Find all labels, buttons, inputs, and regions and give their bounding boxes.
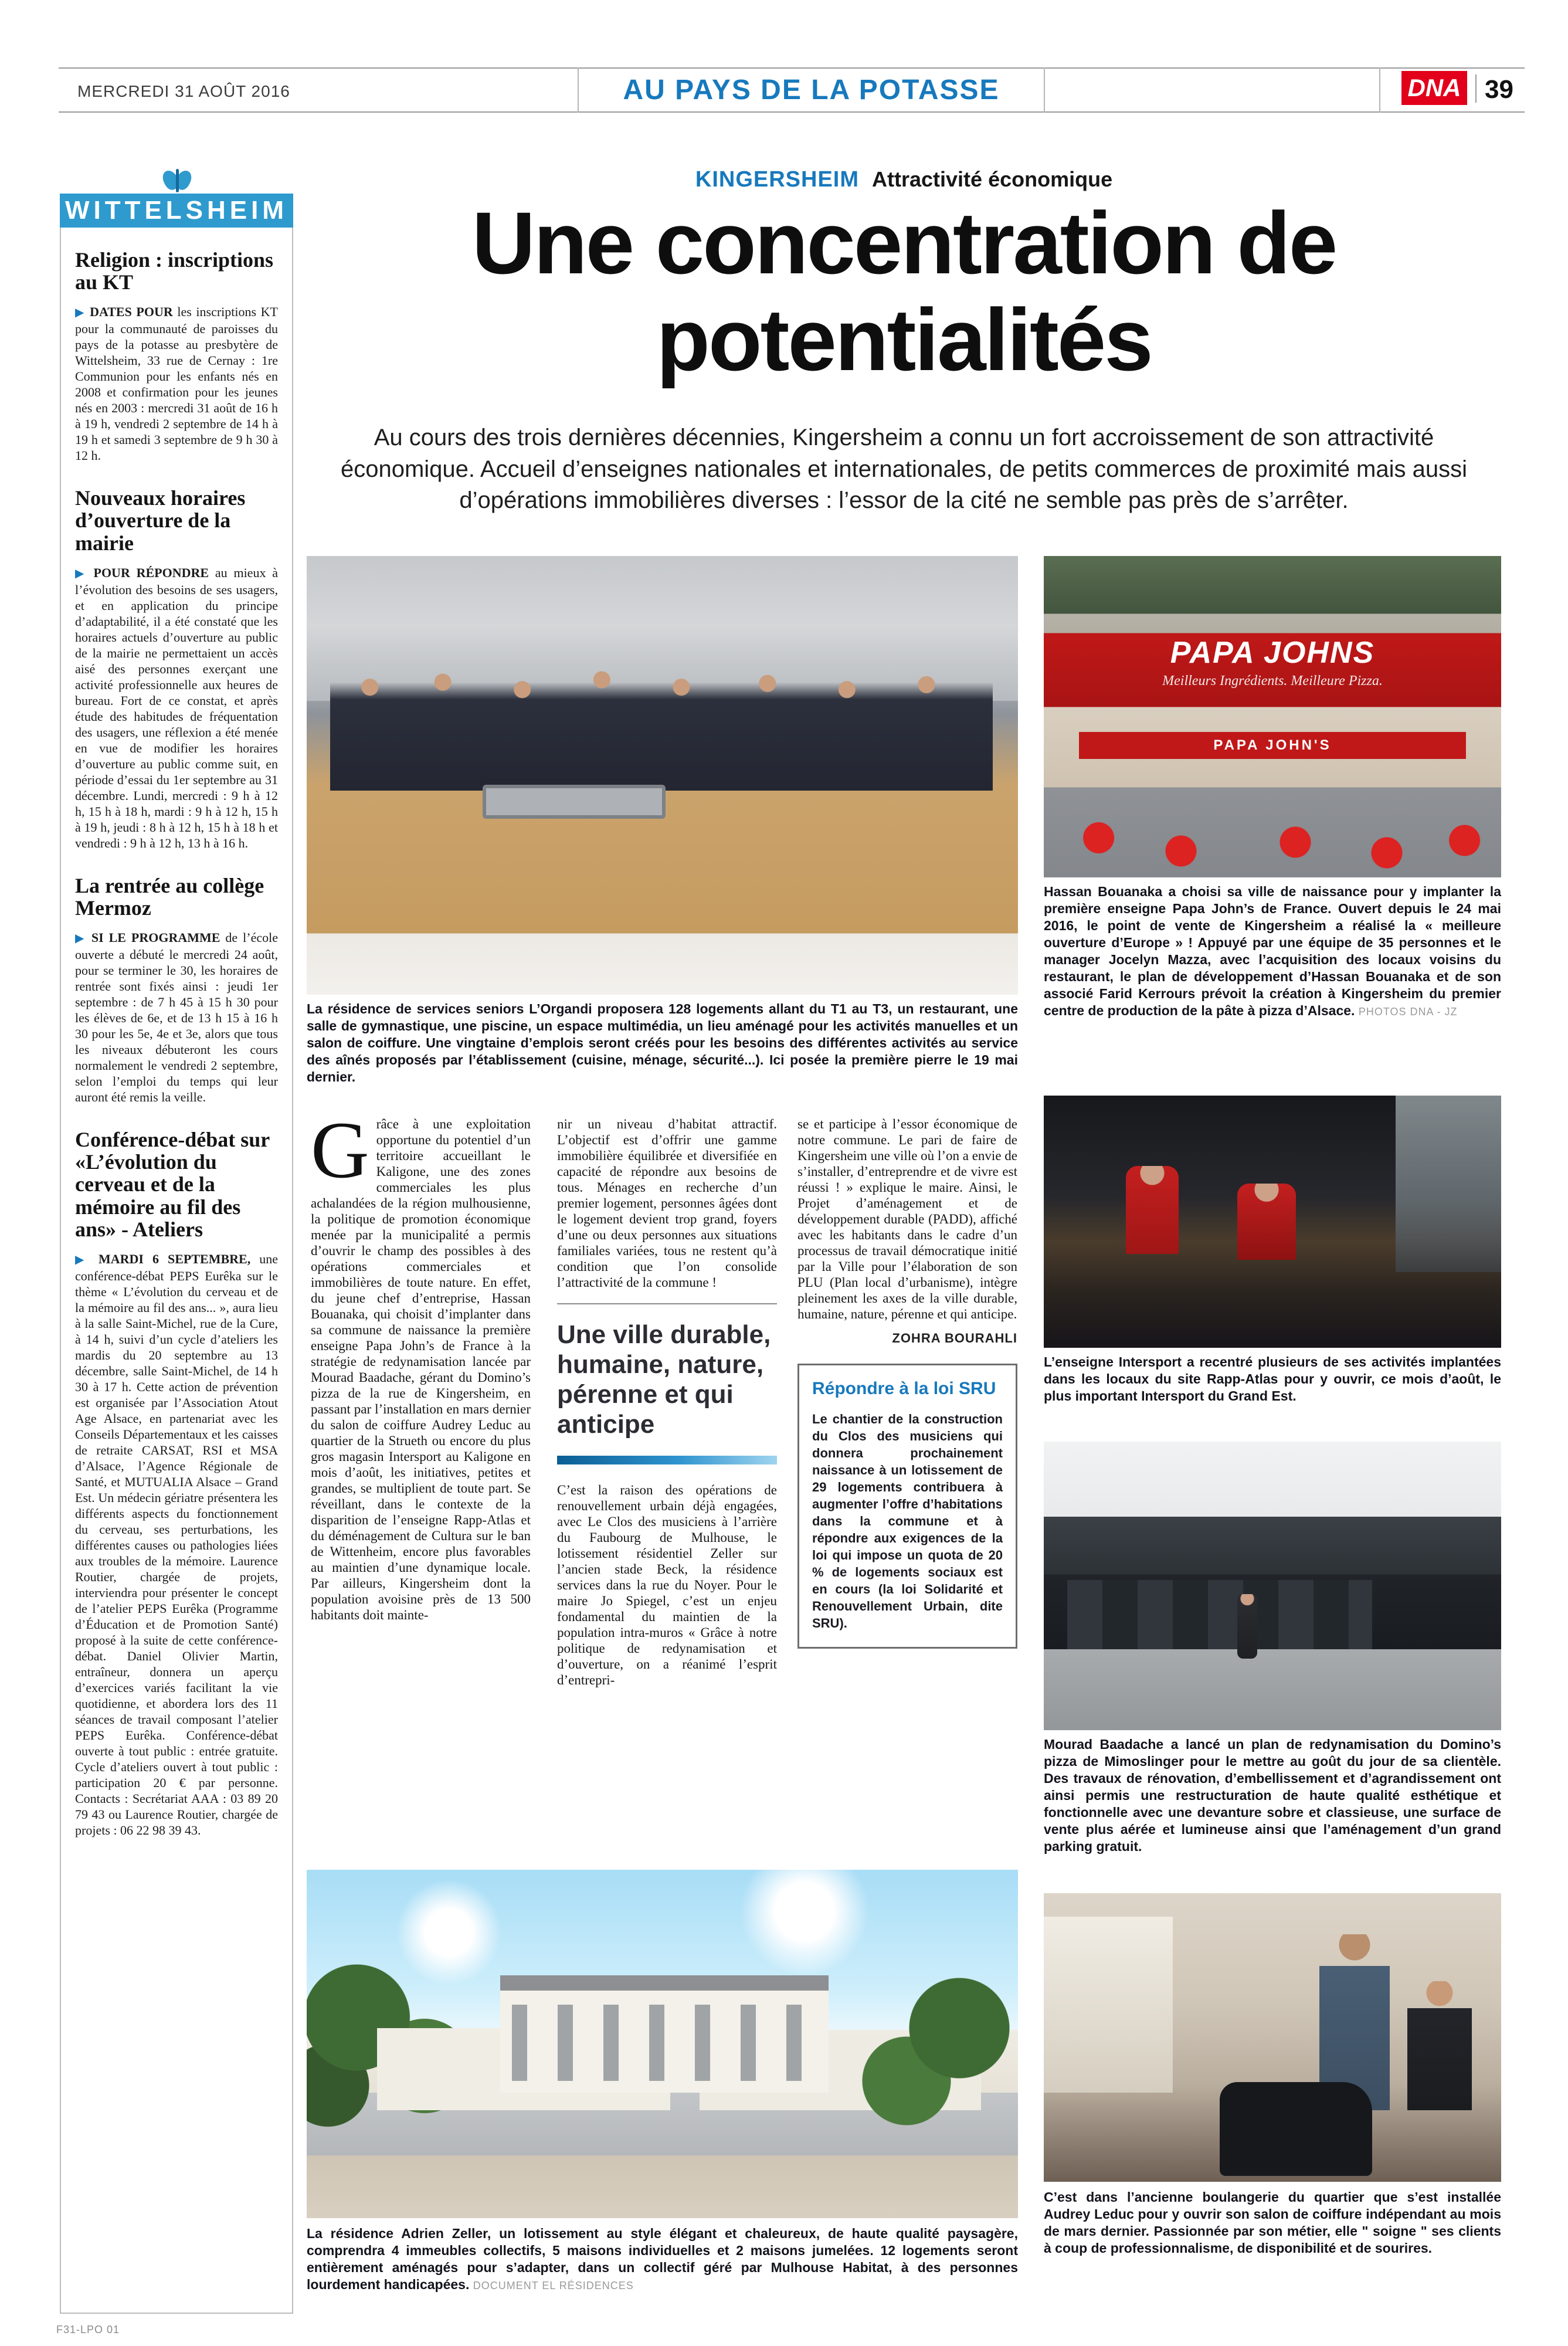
header-divider-2 [1044,67,1045,113]
sidebar [60,228,293,2313]
butterfly-icon [162,165,192,195]
person-figure [1407,1981,1472,2110]
sidebar-article-body: ▶ POUR RÉPONDRE au mieux à l’évolution des besoins de ses usagers, et en application du principe d’adaptabilité, il a été constaté que les horaires actuels d’ouverture au public de la mairie ne permettaient un accès aisé des personnes exerçant une activité professionnelle aux heures de bureau. Fort de ce constat, et après étude des habitudes de fréquentation des usagers, une réflexion a été menée en vue de modifier les horaires d’ouverture au public comme suit, en période d’essai du 1er septembre au 31 décembre. Lundi, mercredi : 9 h à 12 h, 15 h à 18 h, mardi : 9 h à 12 h, 15 h à 19 h, jeudi : 8 h à 12 h, 15 h à 18 h et vendredi : 9 h à 12 h, 13 h à 16 h. [75,565,279,850]
sidebar-article-body: ▶ DATES POUR les inscriptions KT pour la communauté de paroisses du pays de la potasse au presbytère de Wittelsheim, 33 rue de Cernay : 1re Communion pour les enfants nés en 2008 et confirmation pour les jeunes nés en 2003 : mercredi 31 août de 16 h à 19 h, vendredi 2 septembre de 14 h à 19 h et samedi 3 septembre de 9 h 30 à 12 h. [75,304,278,463]
papa-johns-photo [1044,556,1501,877]
author-byline: ZOHRA BOURAHLI [892,1331,1017,1345]
sidebar-article-heading: La rentrée au collège Mermoz [75,873,264,920]
article-column-3: se et participe à l’essor économique de notre commune. Le pari de faire de Kingersheim une ville où l’on a envie de s’installer, d’entreprendre et de vivre est réussi ! » explique le maire. Ainsi, le Projet d’aménagement et de développement durable (PADD), affiché avec les habitants dans le cadre d’un processus de travail démocratique initié par la Ville pour l’élaboration de son PLU (Plan local d’urbanisme), intègre pleinement les axes de la ville durable, humaine, nature, pérenne et qui anticipe. ZOHRA BOURAHLI Répondre à la loi SRU Le chantier de la construction du Clos des musiciens qui donnera prochainement naissance à un lotissement de 29 logements contribuera à augmenter l’offre d’habitations dans la commune et à répondre aux exigences de la loi qui impose un quota de 20 % de logements sociaux est en cours (la loi Solidarité et Renouvellement Urbain, dite SRU). [797,1116,1017,1853]
drop-cap: G [311,1116,369,1195]
sidebar-article-heading: Conférence-débat sur «L’évolution du cerveau et de la mémoire au fil des ans» - Ateliers [75,1128,270,1241]
bullet-icon: ▶ [75,1253,90,1266]
residence-caption: La résidence Adrien Zeller, un lotissement au style élégant et chaleureux, de haute qualité paysagère, comprendra 4 immeubles collectifs, 5 maisons individuelles et 2 maisons jumelées. 12 logements seront entièrement aménagés pour s’adapter, dans un collectif géré par Mulhouse Habitat, à des personnes lourdement handicapées. DOCUMENT EL RÉSIDENCES [307,2226,1018,2292]
dominos-caption: Mourad Baadache a lancé un plan de redynamisation du Domino’s pizza de Mimoslinger pour le mettre au goût du jour de sa clientèle. Des travaux de rénovation, d’embellissement et d’agrandissement ont ainsi permis une restructuration de haute qualité esthétique et fonctionnelle avec une devanture sobre et classieuse, une surface de vente plus aérée et lumineuse ainsi que l’aménagement d’un grand parking gratuit. [1044,1737,1501,1854]
building-windows [512,2005,817,2081]
person-figure [1237,1594,1257,1659]
header-divider-3 [1379,67,1380,113]
photo-credit: DOCUMENT EL RÉSIDENCES [473,2280,634,2291]
salon-window [1044,1917,1173,2093]
sidebar-article-heading: Nouveaux horaires d’ouverture de la mairie [75,486,246,555]
papa-johns-sign: PAPA JOHNS [1170,636,1375,670]
sidebar-article-body: ▶ MARDI 6 SEPTEMBRE, une conférence-débat PEPS Eurêka sur le thème « L’évolution du cerveau et de la mémoire au fil des ans... », aura lieu à la salle Saint-Michel, rue de la Cure, à 14 h, suivi d’un cycle d’ateliers les mardis du 20 septembre au 13 décembre, salle Saint-Michel, de 14 h 30 à 17 h. Cette action de prévention est organisée par l’Association Atout Age Alsace, en partenariat avec les Conseils Départementaux et les caisses de retraite CARSAT, RSI et MSA d’Alsace, l’Agence Régionale de Santé, et MUTUALIA Alsace – Grand Est. Un médecin gériatre présentera les différents aspects du fonctionnement du cerveau, ses perturbations, les différentes causes ou pathologies liées aux troubles de la mémoire. Laurence Routier, chargée de projets, interviendra pour présenter le concept de l’atelier PEPS Eurêka (Programme d’Éducation et de Promotion Santé) proposé à la suite de cette conférence-débat. Daniel Olivier Martin, entraîneur, donnera un aperçu d’exercices variés facilitant la vie quotidienne, et abordera lors des 11 séances de travail composant l’atelier PEPS Eurêka. Conférence-débat ouverte à tout public : entrée gratuite. Cycle d’ateliers ouvert à tout public : participation 20 € par personne. Contacts : Secrétariat AAA : 03 89 20 79 43 ou Laurence Routier, chargée de projets : 06 22 98 39 43. [75,1251,278,1838]
salon-photo [1044,1893,1501,2182]
page-footer-code: F31-LPO 01 [56,2324,120,2335]
main-photo-caption: La résidence de services seniors L’Organdi proposera 128 logements allant du T1 au T3, un restaurant, une salle de gymnastique, une piscine, un espace multimédia, un lieu aménagé pour les activités manuelles et un salon de coiffure. Une vingtaine d’emplois seront créés pour les besoins des différentes activités au service des aînés proposés par l’établissement (cuisine, ménage, sécurité...). Ici posée la première pierre le 19 mai dernier. [307,1001,1018,1084]
papa-johns-caption: Hassan Bouanaka a choisi sa ville de naissance pour y implanter la première enseigne Papa John’s de France. Ouvert depuis le 24 mai 2016, le point de vente de Kingersheim a réalisé la « meilleure ouverture d’Europe » ! Appuyé par une équipe de 35 personnes et le manager Jocelyn Mazza, avec l’acquisition des locaux voisins du restaurant, le plan de développement d’Hassan Bouanaka et de son associé Farid Kerrours prévoit la création à Kingersheim du premier centre de production de la pâte à pizza d’Alsace. PHOTOS DNA - JZ [1044,884,1501,1018]
article-column-2: nir un niveau d’habitat attractif. L’objectif est d’offrir une gamme immobilière équilibrée et diversifiée en capacité de répondre aux besoins de tous. Ménages en recherche d’un premier logement, personnes âgées dont le logement devient trop grand, foyers d’une ou deux personnes aux situations familiales variées, tous ne restent qu’à condition que l’on consolide l’attractivité de la commune ! Une ville durable, humaine, nature, pérenne et qui anticipe C’est la raison des opérations de renouvellement urbain déjà engagées, avec Le Clos des musiciens à l’arrière du Faubourg de Mulhouse, le lotissement résidentiel Zeller sur l’ancien stade Beck, la résidence services dans la rue du Noyer. Pour le maire Jo Spiegel, c’est un enjeu fondamental du maintien de la population intra-muros « Grâce à notre politique de redynamisation et d’ouverture, on a réanimé l’esprit d’entrepri- [557,1117,777,1688]
trees [854,1958,1018,2134]
sidebar-town-banner: WITTELSHEIM [60,194,293,228]
papa-johns-awning: PAPA JOHN'S [1079,732,1466,759]
people-silhouettes [330,667,993,791]
lede: Au cours des trois dernières décennies, Kingersheim a connu un fort accroissement de son attractivité économique. Accueil d’enseignes nationales et internationales, de petits commerces de proximité mais aussi d’opérations immobilières diverses : l’essor de la cité ne semble pas près de s’arrêter. [340,425,1468,514]
page-number: 39 [1485,75,1513,104]
mortar-tray [483,785,666,819]
salon-caption: C’est dans l’ancienne boulangerie du quartier que s’est installée Audrey Leduc pour y ouvrir son salon de coiffure indépendant au mois de mars dernier. Passionnée par son métier, elle " soigne " ses clients à coup de professionnalisme, de disponibilité et de sourires. [1044,2189,1501,2256]
groundbreaking-photo [307,556,1018,995]
residence-render-photo [307,1870,1018,2218]
bullet-icon: ▶ [75,567,87,580]
bullet-icon: ▶ [75,306,86,320]
pull-quote: Une ville durable, humaine, nature, pérenne et qui anticipe [557,1303,777,1439]
intersport-caption: L’enseigne Intersport a recentré plusieurs de ses activités implantées dans les locaux du site Rapp-Atlas pour y ouvrir, ce mois d’août, le plus important Intersport du Grand Est. [1044,1354,1501,1403]
kicker-location: KINGERSHEIM [695,167,860,192]
pull-quote-bar [557,1456,777,1464]
staff-figure [1126,1166,1179,1254]
bullet-icon: ▶ [75,932,86,945]
terrace-chairs [1044,789,1501,877]
photo-credit: PHOTOS DNA - JZ [1358,1006,1458,1018]
sru-box-body: Le chantier de la construction du Clos des musiciens qui donnera prochainement naissance à un lotissement de 29 logements contribuera à augmenter l’offre d’habitations dans la commune et à répondre aux exigences de la loi qui impose un quota de 20 % de logements sociaux est en cours (la loi Solidarité et Renouvellement Urbain, dite SRU). [812,1412,1003,1630]
dominos-photo [1044,1442,1501,1730]
sidebar-article-heading: Religion : inscriptions au KT [75,248,274,294]
shop-shelf [1396,1096,1501,1272]
staff-figure [1237,1184,1296,1260]
papa-johns-tagline: Meilleurs Ingrédients. Meilleure Pizza. [1162,673,1383,689]
kicker [307,167,1501,192]
headline: Une concentration de potentialités [471,194,1336,389]
edition-date: MERCREDI 31 AOÛT 2016 [77,82,290,100]
trees [307,1940,483,2134]
sidebar-article-body: ▶ SI LE PROGRAMME de l’école ouverte a débuté le mercredi 24 août, pour se terminer le 30, les horaires de rentrée sont fixés ainsi : jeudi 1er septembre : de 7 h 45 à 15 h 30 pour les élèves de 6e, et de 13 h 15 à 16 h 30 pour les 5e, 4e et 3e, alors que tous les niveaux débuteront les cours normalement le vendredi 2 septembre, selon l’emploi du temps qui leur auront été remis la veille. [75,930,278,1105]
intersport-photo [1044,1096,1501,1348]
sru-box-title: Répondre à la loi SRU [812,1379,996,1398]
dna-logo: DNA [1401,71,1467,105]
kicker-topic: Attractivité économique [872,167,1113,191]
header-rule-bottom [59,111,1525,113]
page-number-divider [1475,74,1477,103]
storefront-glass [1067,1580,1372,1649]
sru-info-box [797,1364,1017,1649]
header-rule-top [59,67,1525,69]
article-column-1: Grâce à une exploitation opportune du potentiel d’un territoire accueillant le Kaligone, une des zones commerciales les plus achalandées de la région mulhousienne, la politique de promotion économique menée par la municipalité a permis d’ouvrir le champ des possibles à des opérations commerciales et immobilières de toute nature. En effet, du jeune chef d’entreprise, Hassan Bouanaka, qui choisit d’implanter dans sa commune de naissance la première enseigne Papa John’s de France à la stratégie de redynamisation lancée par Mourad Baadache, gérant du Domino’s pizza de la rue de Kingersheim, en passant par l’installation en mars dernier du salon de coiffure Audrey Leduc au quartier de la Strueth ou encore du plus gros magasin Intersport au Kaligone en mois d’août, les initiatives, petites et grandes, se multiplient de toute part. Se réveillant, dans le contexte de la disparition de l’enseigne Rapp-Atlas et du déménagement de Cultura sur le ban de Wittenheim, encore plus favorables au maintien d’une dynamique locale. Par ailleurs, Kingersheim dont la population avoisine près de 13 500 habitants doit mainte- [311,1116,531,1622]
salon-chair [1220,2082,1372,2176]
section-title: AU PAYS DE LA POTASSE [623,74,1000,106]
